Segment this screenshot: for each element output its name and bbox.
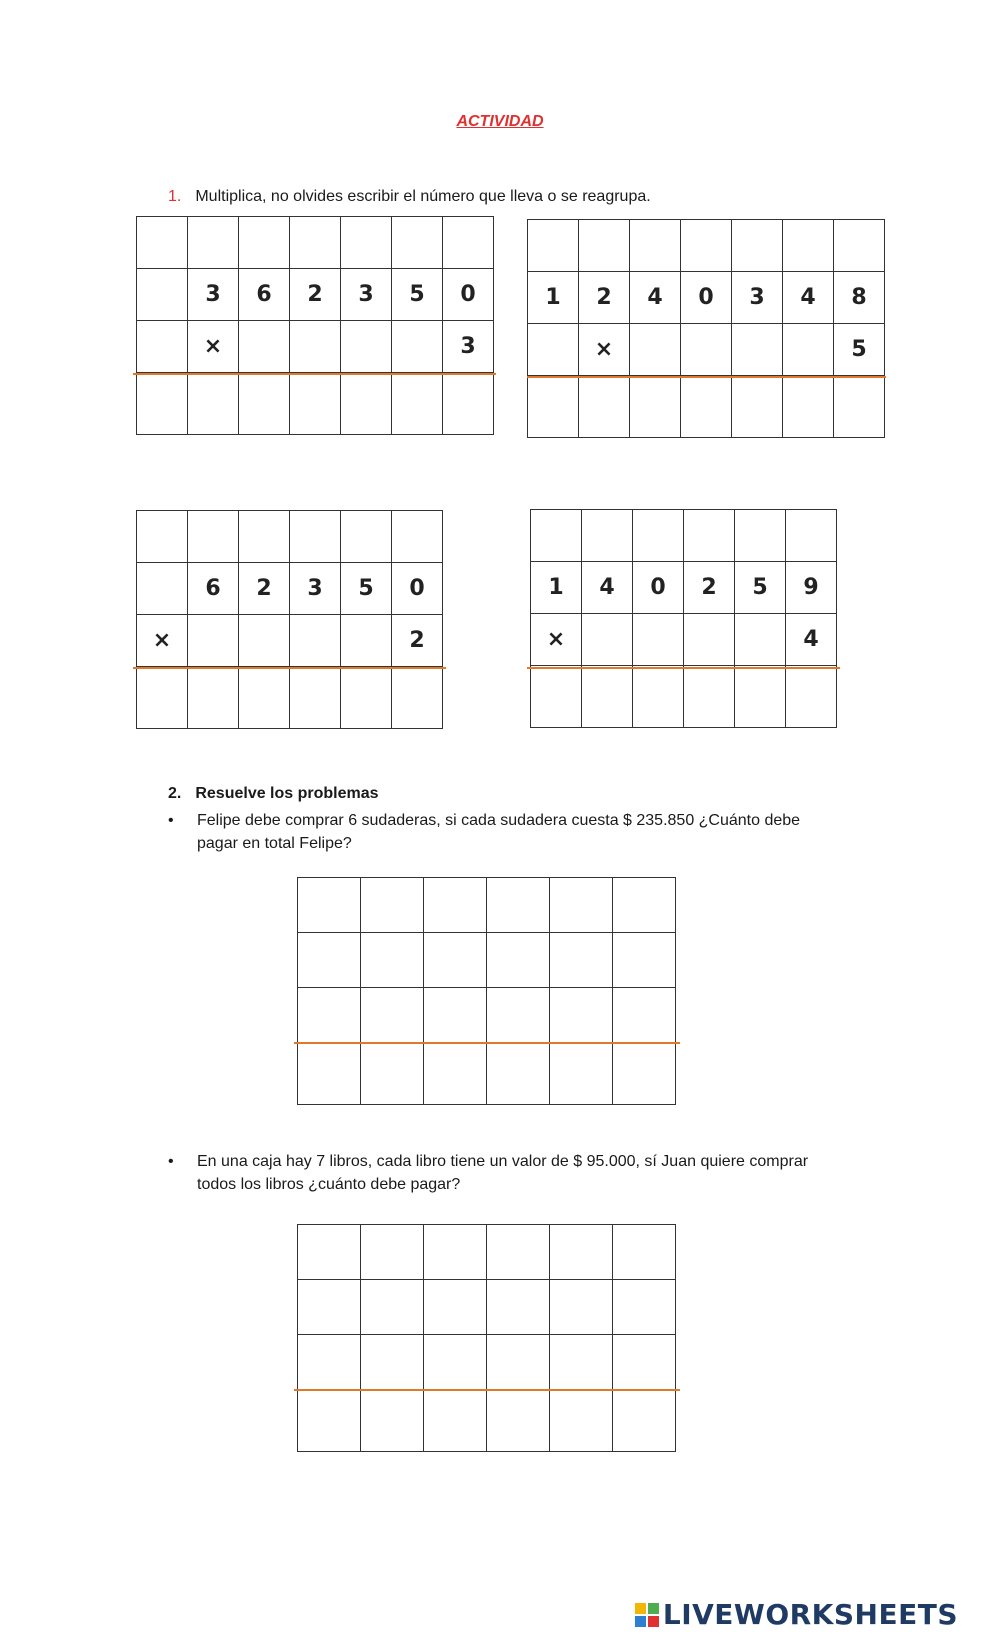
bullet: • <box>168 812 174 829</box>
answer-cell[interactable] <box>137 667 188 729</box>
digit-cell <box>630 324 681 376</box>
answer-cell[interactable] <box>550 1225 613 1280</box>
carry-cell[interactable] <box>239 511 290 563</box>
digit-cell: 6 <box>239 269 290 321</box>
digit-cell <box>528 324 579 376</box>
answer-grid-2 <box>297 1224 676 1452</box>
answer-grid-1 <box>297 877 676 1105</box>
digit-cell: 4 <box>786 614 837 666</box>
digit-cell <box>684 614 735 666</box>
answer-cell[interactable] <box>298 1225 361 1280</box>
answer-cell[interactable] <box>341 373 392 435</box>
digit-cell: 1 <box>531 562 582 614</box>
digit-cell <box>341 321 392 373</box>
answer-cell[interactable] <box>613 933 676 988</box>
answer-cell[interactable] <box>550 933 613 988</box>
answer-cell[interactable] <box>424 1390 487 1452</box>
answer-cell[interactable] <box>424 1335 487 1390</box>
answer-cell[interactable] <box>298 1043 361 1105</box>
heading-text-2: Resuelve los problemas <box>195 785 379 802</box>
digit-cell: 9 <box>786 562 837 614</box>
answer-cell[interactable] <box>732 376 783 438</box>
digit-cell <box>735 614 786 666</box>
question-number-2: 2. <box>168 785 182 802</box>
problem-text: En una caja hay 7 libros, cada libro tiene un valor de $ 95.000, sí Juan quiere comprar todos los libros ¿cuánto debe pagar? <box>197 1153 809 1193</box>
digit-cell <box>137 321 188 373</box>
carry-cell[interactable] <box>341 511 392 563</box>
question-number-1: 1. <box>168 188 182 205</box>
digit-cell: 0 <box>633 562 684 614</box>
carry-cell[interactable] <box>579 220 630 272</box>
result-line <box>527 376 886 378</box>
answer-cell[interactable] <box>361 878 424 933</box>
carry-cell[interactable] <box>137 217 188 269</box>
digit-cell: 0 <box>392 563 443 615</box>
carry-cell[interactable] <box>188 511 239 563</box>
digit-cell <box>188 615 239 667</box>
times-sign: × <box>188 321 239 373</box>
answer-cell[interactable] <box>361 1280 424 1335</box>
multiplication-grid-3 <box>136 510 443 729</box>
digit-cell: 5 <box>735 562 786 614</box>
answer-cell[interactable] <box>487 1043 550 1105</box>
answer-cell[interactable] <box>783 376 834 438</box>
answer-cell[interactable] <box>550 1280 613 1335</box>
answer-cell[interactable] <box>613 1043 676 1105</box>
answer-cell[interactable] <box>613 1225 676 1280</box>
answer-cell[interactable] <box>290 373 341 435</box>
carry-cell[interactable] <box>630 220 681 272</box>
digit-cell <box>239 321 290 373</box>
answer-cell[interactable] <box>361 1335 424 1390</box>
answer-cell[interactable] <box>298 878 361 933</box>
section-2-heading <box>168 785 379 803</box>
answer-cell[interactable] <box>633 666 684 728</box>
answer-cell[interactable] <box>550 1335 613 1390</box>
digit-cell <box>137 563 188 615</box>
answer-cell[interactable] <box>550 878 613 933</box>
digit-cell <box>681 324 732 376</box>
answer-cell[interactable] <box>550 1043 613 1105</box>
result-line <box>294 1389 680 1391</box>
liveworksheets-logo-icon <box>635 1603 659 1627</box>
brand-name: LIVEWORKSHEETS <box>662 1598 958 1631</box>
multiplication-grid-1 <box>136 216 494 435</box>
instruction-1 <box>168 188 651 206</box>
answer-cell[interactable] <box>487 1390 550 1452</box>
answer-cell[interactable] <box>361 933 424 988</box>
carry-cell[interactable] <box>582 510 633 562</box>
carry-cell[interactable] <box>783 220 834 272</box>
times-sign: × <box>137 615 188 667</box>
problem-2 <box>168 1150 848 1200</box>
carry-cell[interactable] <box>188 217 239 269</box>
answer-cell[interactable] <box>579 376 630 438</box>
answer-cell[interactable] <box>613 878 676 933</box>
digit-cell: 2 <box>579 272 630 324</box>
answer-cell[interactable] <box>443 373 494 435</box>
answer-cell[interactable] <box>424 1280 487 1335</box>
digit-cell: 3 <box>188 269 239 321</box>
answer-cell[interactable] <box>290 667 341 729</box>
answer-cell[interactable] <box>487 988 550 1043</box>
answer-cell[interactable] <box>550 1390 613 1452</box>
problem-text: Felipe debe comprar 6 sudaderas, si cada sudadera cuesta $ 235.850 ¿Cuánto debe pagar en total Felipe? <box>197 812 801 852</box>
answer-cell[interactable] <box>341 667 392 729</box>
carry-cell[interactable] <box>732 220 783 272</box>
digit-cell: 4 <box>630 272 681 324</box>
carry-cell[interactable] <box>290 511 341 563</box>
answer-cell[interactable] <box>188 667 239 729</box>
answer-cell[interactable] <box>361 1043 424 1105</box>
liveworksheets-logo <box>635 1598 958 1631</box>
answer-cell[interactable] <box>550 988 613 1043</box>
answer-cell[interactable] <box>487 933 550 988</box>
digit-cell <box>290 321 341 373</box>
carry-cell[interactable] <box>684 510 735 562</box>
digit-cell: 0 <box>443 269 494 321</box>
carry-cell[interactable] <box>290 217 341 269</box>
bullet: • <box>168 1153 174 1170</box>
answer-cell[interactable] <box>298 1280 361 1335</box>
carry-cell[interactable] <box>531 510 582 562</box>
answer-cell[interactable] <box>487 1335 550 1390</box>
answer-cell[interactable] <box>582 666 633 728</box>
digit-cell: 3 <box>732 272 783 324</box>
answer-cell[interactable] <box>361 1390 424 1452</box>
digit-cell <box>783 324 834 376</box>
carry-cell[interactable] <box>834 220 885 272</box>
answer-cell[interactable] <box>392 373 443 435</box>
carry-cell[interactable] <box>633 510 684 562</box>
digit-cell: 2 <box>239 563 290 615</box>
answer-cell[interactable] <box>613 1390 676 1452</box>
carry-cell[interactable] <box>239 217 290 269</box>
digit-cell: 4 <box>582 562 633 614</box>
digit-cell: 5 <box>341 563 392 615</box>
digit-cell <box>290 615 341 667</box>
digit-cell <box>392 321 443 373</box>
page-title: ACTIVIDAD <box>456 113 544 130</box>
digit-cell: 3 <box>290 563 341 615</box>
answer-cell[interactable] <box>137 373 188 435</box>
answer-cell[interactable] <box>298 988 361 1043</box>
answer-cell[interactable] <box>684 666 735 728</box>
carry-cell[interactable] <box>392 511 443 563</box>
digit-cell <box>633 614 684 666</box>
digit-cell: 2 <box>392 615 443 667</box>
digit-cell: 0 <box>681 272 732 324</box>
multiplication-grid-4 <box>530 509 837 728</box>
times-sign: × <box>579 324 630 376</box>
answer-cell[interactable] <box>424 933 487 988</box>
answer-cell[interactable] <box>298 933 361 988</box>
answer-cell[interactable] <box>613 1335 676 1390</box>
digit-cell <box>732 324 783 376</box>
problem-1 <box>168 809 848 859</box>
carry-cell[interactable] <box>137 511 188 563</box>
answer-cell[interactable] <box>424 1043 487 1105</box>
multiplication-grid-2 <box>527 219 885 438</box>
times-sign: × <box>531 614 582 666</box>
digit-cell: 3 <box>341 269 392 321</box>
carry-cell[interactable] <box>341 217 392 269</box>
result-line <box>133 667 446 669</box>
answer-cell[interactable] <box>531 666 582 728</box>
answer-cell[interactable] <box>298 1390 361 1452</box>
result-line <box>133 373 496 375</box>
digit-cell: 1 <box>528 272 579 324</box>
digit-cell <box>582 614 633 666</box>
answer-cell[interactable] <box>613 988 676 1043</box>
answer-cell[interactable] <box>424 1225 487 1280</box>
answer-cell[interactable] <box>613 1280 676 1335</box>
answer-cell[interactable] <box>735 666 786 728</box>
digit-cell <box>239 615 290 667</box>
answer-cell[interactable] <box>681 376 732 438</box>
carry-cell[interactable] <box>528 220 579 272</box>
answer-cell[interactable] <box>188 373 239 435</box>
answer-cell[interactable] <box>361 1225 424 1280</box>
carry-cell[interactable] <box>786 510 837 562</box>
carry-cell[interactable] <box>681 220 732 272</box>
answer-cell[interactable] <box>298 1335 361 1390</box>
carry-cell[interactable] <box>392 217 443 269</box>
answer-cell[interactable] <box>487 1225 550 1280</box>
digit-cell: 6 <box>188 563 239 615</box>
carry-cell[interactable] <box>735 510 786 562</box>
digit-cell: 8 <box>834 272 885 324</box>
answer-cell[interactable] <box>487 1280 550 1335</box>
answer-cell[interactable] <box>424 988 487 1043</box>
digit-cell: 2 <box>290 269 341 321</box>
answer-cell[interactable] <box>528 376 579 438</box>
digit-cell <box>137 269 188 321</box>
answer-cell[interactable] <box>361 988 424 1043</box>
digit-cell: 5 <box>392 269 443 321</box>
result-line <box>294 1042 680 1044</box>
answer-cell[interactable] <box>239 667 290 729</box>
answer-cell[interactable] <box>630 376 681 438</box>
answer-cell[interactable] <box>392 667 443 729</box>
answer-cell[interactable] <box>786 666 837 728</box>
answer-cell[interactable] <box>834 376 885 438</box>
answer-cell[interactable] <box>487 878 550 933</box>
digit-cell <box>341 615 392 667</box>
result-line <box>527 667 840 669</box>
digit-cell: 5 <box>834 324 885 376</box>
digit-cell: 2 <box>684 562 735 614</box>
digit-cell: 3 <box>443 321 494 373</box>
answer-cell[interactable] <box>239 373 290 435</box>
instruction-text-1: Multiplica, no olvides escribir el número que lleva o se reagrupa. <box>195 188 651 205</box>
answer-cell[interactable] <box>424 878 487 933</box>
digit-cell: 4 <box>783 272 834 324</box>
carry-cell[interactable] <box>443 217 494 269</box>
